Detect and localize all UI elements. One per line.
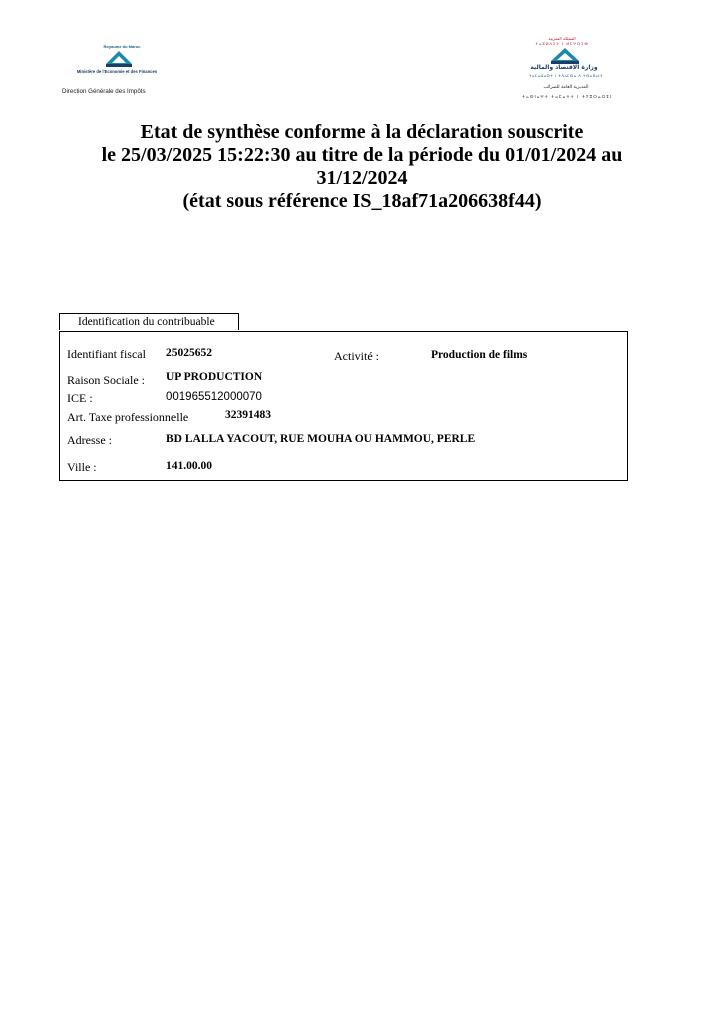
logo-ministry-text: Ministère de l'Economie et des Finances <box>76 69 158 74</box>
logo-tifinagh-dgi: ⵜⴰⵙⵏⴰⵖⵜ ⵜⴰⵎⴰⵜⵜ ⵏ ⵜⵢⵓⵔⴰⵔⵉⵏ <box>521 94 613 99</box>
address-value: BD LALLA YACOUT, RUE MOUHA OU HAMMOU, PERLE <box>166 433 476 445</box>
company-name-label: Raison Sociale : <box>67 373 145 387</box>
logo-arabic-dgi: المديرية العامة للضرائب <box>543 85 589 90</box>
activity-label: Activité : <box>334 349 379 363</box>
address-label: Adresse : <box>67 433 112 447</box>
ice-label: ICE : <box>67 391 93 405</box>
document-title <box>40 121 684 213</box>
tax-article-value: 32391483 <box>225 409 271 421</box>
activity-value: Production de films <box>431 349 528 361</box>
company-name-value: UP PRODUCTION <box>166 371 263 383</box>
identification-tab: Identification du contribuable <box>59 313 239 330</box>
fiscal-id-label: Identifiant fiscal <box>67 347 146 361</box>
city-label: Ville : <box>67 460 97 474</box>
city-value: 141.00.00 <box>166 460 212 472</box>
ministry-emblem-icon <box>548 47 582 65</box>
ice-value: 001965512000070 <box>166 391 262 403</box>
title-line-3: 31/12/2024 <box>316 167 408 189</box>
title-line-2: le 25/03/2025 15:22:30 au titre de la période du 01/01/2024 au <box>101 144 623 166</box>
title-reference: (état sous référence IS_18af71a206638f44) <box>182 190 542 212</box>
dgi-logo-right <box>512 36 622 106</box>
title-line-1: Etat de synthèse conforme à la déclaration souscrite <box>140 121 584 143</box>
tax-article-label: Art. Taxe professionnelle <box>67 410 189 424</box>
fiscal-id-value: 25025652 <box>166 347 212 359</box>
logo-arabic-kingdom: المملكة المغربية <box>548 36 576 41</box>
ministry-emblem-icon <box>104 50 134 68</box>
logo-dgi-text: Direction Générale des Impôts <box>62 88 146 95</box>
identification-box <box>59 331 628 481</box>
logo-arabic-ministry: وزارة الاقتصاد والمالية <box>530 64 598 71</box>
dgi-logo-left <box>62 44 202 99</box>
logo-tifinagh-kingdom: ⵜⴰⴳⵍⴷⵉⵜ ⵏ ⵍⵎⵖⵔⵉⴱ <box>535 42 589 46</box>
logo-kingdom-text: Royaume du Maroc <box>103 44 141 49</box>
logo-tifinagh-ministry: ⵜⴰⵎⴰⵡⴰⵙⵜ ⵏ ⵜⴷⴰⵎⵙⴰ ⴷ ⵜⵙⴰⴳⴰⵏⵜ <box>528 74 604 78</box>
